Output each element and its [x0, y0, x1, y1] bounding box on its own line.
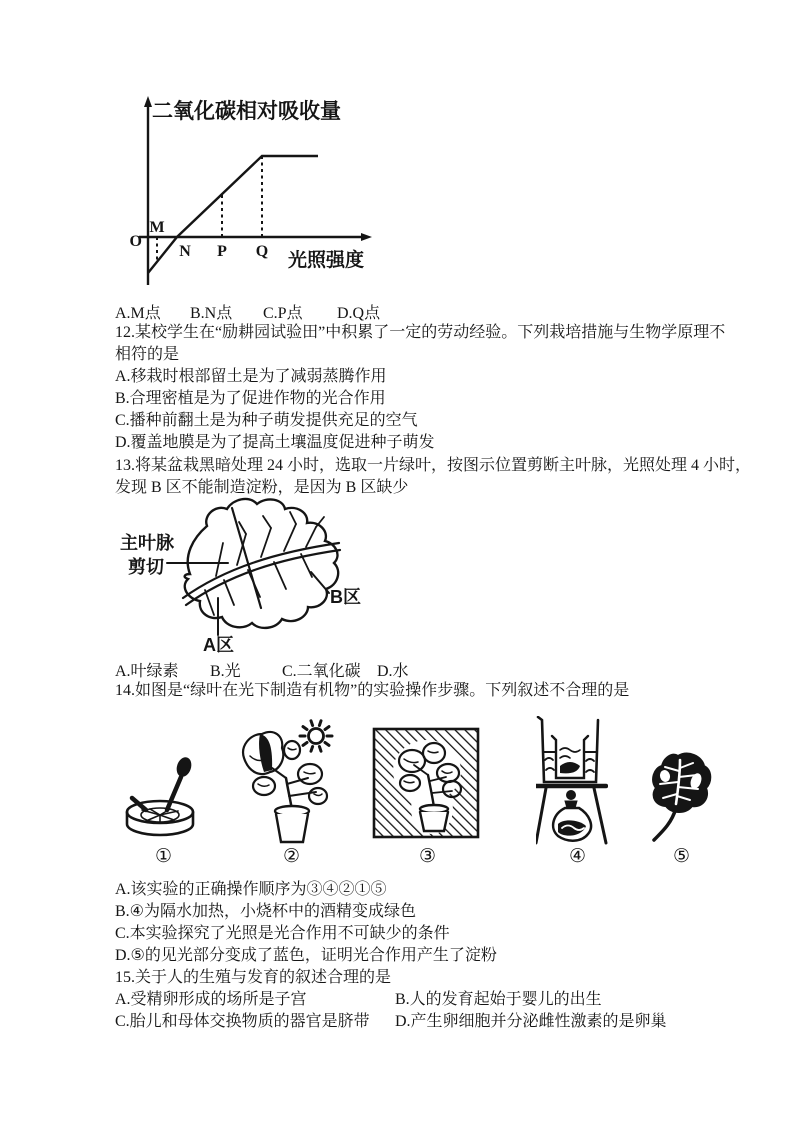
origin-label: O: [129, 233, 142, 250]
q11-option-c: C.P点: [263, 305, 303, 322]
q12-option-b: B.合理密植是为了促进作物的光合作用: [115, 390, 386, 407]
dark-pot-rim: [420, 805, 448, 813]
q13-option-b: B.光: [210, 663, 241, 680]
stained-leaf-body: [653, 754, 710, 812]
vein-label-line2: 剪切: [128, 557, 164, 577]
vein-label-line1: 主叶脉: [120, 533, 174, 553]
step-number-4: ④: [569, 845, 587, 867]
q15-option-b: B.人的发育起始于婴儿的出生: [395, 991, 602, 1008]
q13-stem-line1: 13.将某盆栽黑暗处理 24 小时，选取一片绿叶，按图示位置剪断主叶脉，光照处理 4 小时，: [115, 457, 752, 474]
q11-option-a: A.M点: [115, 305, 161, 322]
step-number-2: ②: [283, 845, 301, 867]
leaf-petiole: [654, 808, 676, 840]
step-number-5: ⑤: [673, 845, 691, 867]
stand-leg-left: [536, 788, 546, 843]
chart-x-axis-label: 光照强度: [288, 250, 365, 271]
q12-option-c: C.播种前翻土是为种子萌发提供充足的空气: [115, 412, 418, 429]
point-p-label: P: [217, 243, 227, 260]
pot-body: [276, 814, 308, 842]
plant-in-dark-figure: [372, 727, 482, 841]
vein-cut-line: [232, 508, 261, 608]
q15-stem: 15.关于人的生殖与发育的叙述合理的是: [115, 969, 392, 986]
chart-y-axis-label: 二氧化碳相对吸收量: [152, 100, 341, 123]
plant-in-sunlight-figure: [240, 716, 335, 844]
q14-option-d: D.⑤的见光部分变成了蓝色，证明光合作用产生了淀粉: [115, 947, 497, 964]
point-n-label: N: [179, 243, 191, 260]
q12-stem-line2: 相符的是: [115, 346, 180, 363]
q15-option-a: A.受精卵形成的场所是子宫: [115, 991, 307, 1008]
q12-option-d: D.覆盖地膜是为了提高土壤温度促进种子萌发: [115, 434, 435, 451]
q11-option-d: D.Q点: [337, 305, 381, 322]
alcohol-squiggles: [560, 748, 580, 758]
petri-dish-iodine-figure: [120, 750, 200, 842]
co2-curve: [148, 156, 318, 273]
region-b-pointer-line: [311, 572, 329, 593]
q15-option-c: C.胎儿和母体交换物质的器官是脐带: [115, 1013, 370, 1030]
q14-stem: 14.如图是“绿叶在光下制造有机物”的实验操作步骤。下列叙述不合理的是: [115, 682, 630, 699]
photosynthesis-light-curve-chart: [128, 93, 378, 293]
lamp-wick-knob: [567, 791, 576, 800]
sun-icon: [309, 729, 324, 744]
q15-option-d: D.产生卵细胞并分泌雌性激素的是卵巢: [395, 1013, 667, 1030]
q14-option-a: A.该实验的正确操作顺序为③④②①⑤: [115, 881, 387, 898]
x-axis-arrow: [361, 233, 372, 241]
dark-pot-body: [420, 812, 448, 831]
q11-option-b: B.N点: [190, 305, 233, 322]
point-m-label: M: [149, 219, 165, 236]
dropper-tube: [167, 777, 181, 810]
stand-leg-right: [594, 788, 606, 843]
sun-rays: [300, 721, 332, 751]
q13-option-a: A.叶绿素: [115, 663, 179, 680]
dropper-bulb: [174, 755, 193, 778]
q12-option-a: A.移栽时根部留土是为了减弱蒸腾作用: [115, 368, 387, 385]
water-bath-heating-figure: [536, 716, 608, 846]
region-a-label: A区: [203, 635, 234, 655]
leaf-in-alcohol: [560, 762, 580, 773]
q14-option-c: C.本实验探究了光照是光合作用不可缺少的条件: [115, 925, 450, 942]
result-leaf-figure: [648, 750, 716, 845]
q14-option-b: B.④为隔水加热，小烧杯中的酒精变成绿色: [115, 903, 417, 920]
q13-option-d: D.水: [377, 663, 409, 680]
main-vein-upper: [183, 543, 339, 598]
point-q-label: Q: [255, 243, 269, 260]
region-b-label: B区: [330, 587, 361, 607]
step-number-1: ①: [155, 845, 173, 867]
q13-option-c: C.二氧化碳: [282, 663, 361, 680]
y-axis-arrow: [144, 96, 152, 107]
step-number-3: ③: [419, 845, 437, 867]
foil-covered-area: [259, 734, 272, 772]
q13-stem-line2: 发现 B 区不能制造淀粉，是因为 B 区缺少: [115, 479, 409, 496]
q12-stem-line1: 12.某校学生在“励耕园试验田”中积累了一定的劳动经验。下列栽培措施与生物学原理不: [115, 324, 726, 341]
